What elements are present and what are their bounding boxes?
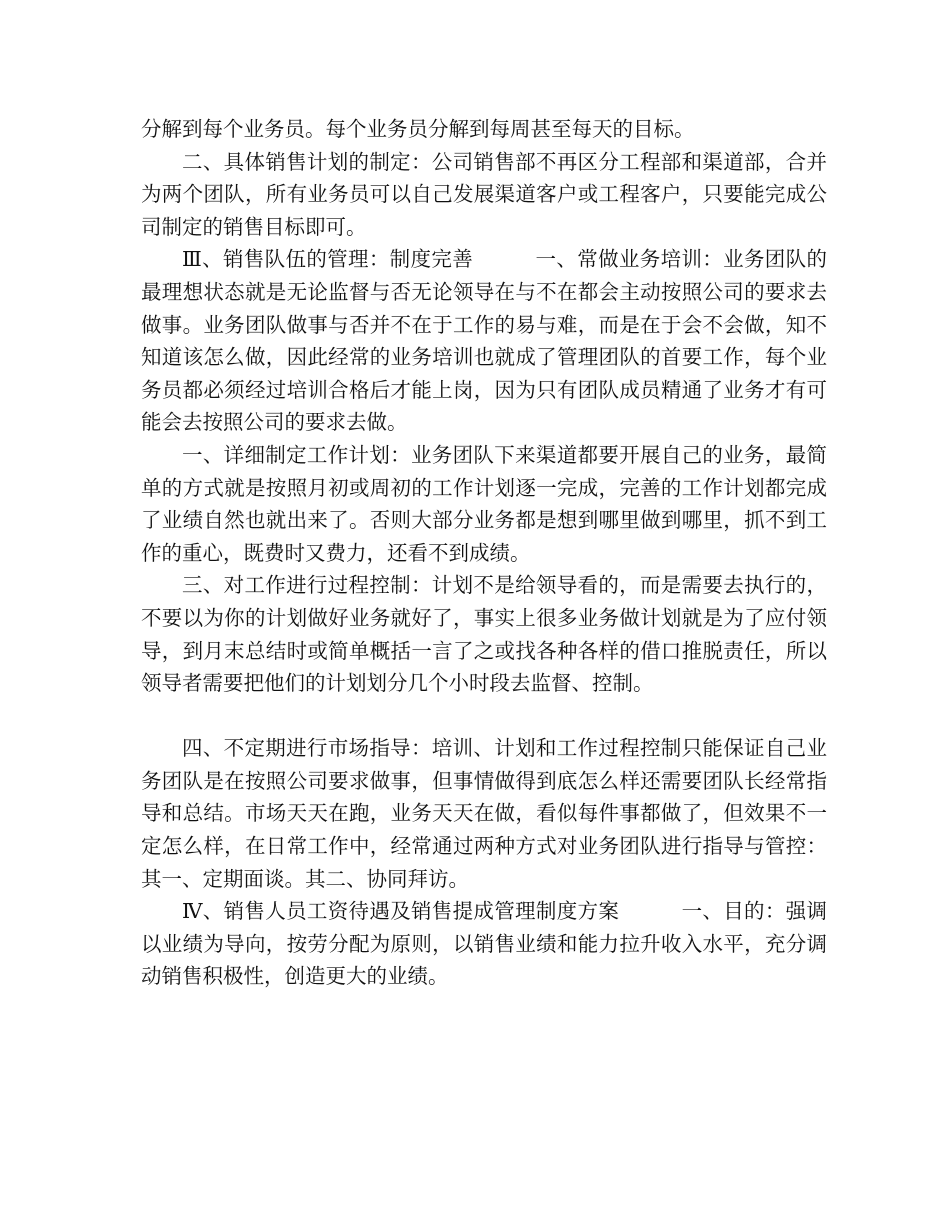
paragraph-work-plan: 一、详细制定工作计划：业务团队下来渠道都要开展自己的业务，最简单的方式就是按照月初或周初的工作计划逐一完成，完善的工作计划都完成了业绩自然也就出来了。否则大部分业务都是想到哪里做到哪里，抓不到工作的重心，既费时又费力，还看不到成绩。 [141, 442, 827, 565]
paragraph-team-management: Ⅲ、销售队伍的管理：制度完善 一、常做业务培训：业务团队的最理想状态就是无论监督与否无论领导在与不在都会主动按照公司的要求去做事。业务团队做事与否并不在于工作的易与难，而是在于会不会做，知不知道该怎么做，因此经常的业务培训也就成了管理团队的首要工作，每个业务员都必须经过培训合格后才能上岗，因为只有团队成员精通了业务才有可能会去按照公司的要求去做。 [141, 247, 827, 435]
paragraph-market-guidance: 四、不定期进行市场指导：培训、计划和工作过程控制只能保证自己业务团队是在按照公司要求做事，但事情做得到底怎么样还需要团队长经常指导和总结。市场天天在跑，业务天天在做，看似每件事都做了，但效果不一定怎么样，在日常工作中，经常通过两种方式对业务团队进行指导与管控：其一、定期面谈。其二、协同拜访。 [141, 736, 827, 891]
paragraph-gap [141, 700, 827, 733]
paragraph-sales-plan: 二、具体销售计划的制定：公司销售部不再区分工程部和渠道部，合并为两个团队，所有业务员可以自己发展渠道客户或工程客户，只要能完成公司制定的销售目标即可。 [141, 149, 827, 239]
paragraph-process-control: 三、对工作进行过程控制：计划不是给领导看的，而是需要去执行的，不要以为你的计划做好业务就好了，事实上很多业务做计划就是为了应付领导，到月末总结时或简单概括一言了之或找各种各样的借口推脱责任，所以领导者需要把他们的计划划分几个小时段去监督、控制。 [141, 573, 827, 696]
paragraph-continuation: 分解到每个业务员。每个业务员分解到每周甚至每天的目标。 [141, 117, 695, 141]
paragraph-salary-scheme: Ⅳ、销售人员工资待遇及销售提成管理制度方案 一、目的：强调以业绩为导向，按劳分配为原则，以销售业绩和能力拉升收入水平，充分调动销售积极性，创造更大的业绩。 [141, 899, 827, 989]
document-page [141, 113, 827, 993]
